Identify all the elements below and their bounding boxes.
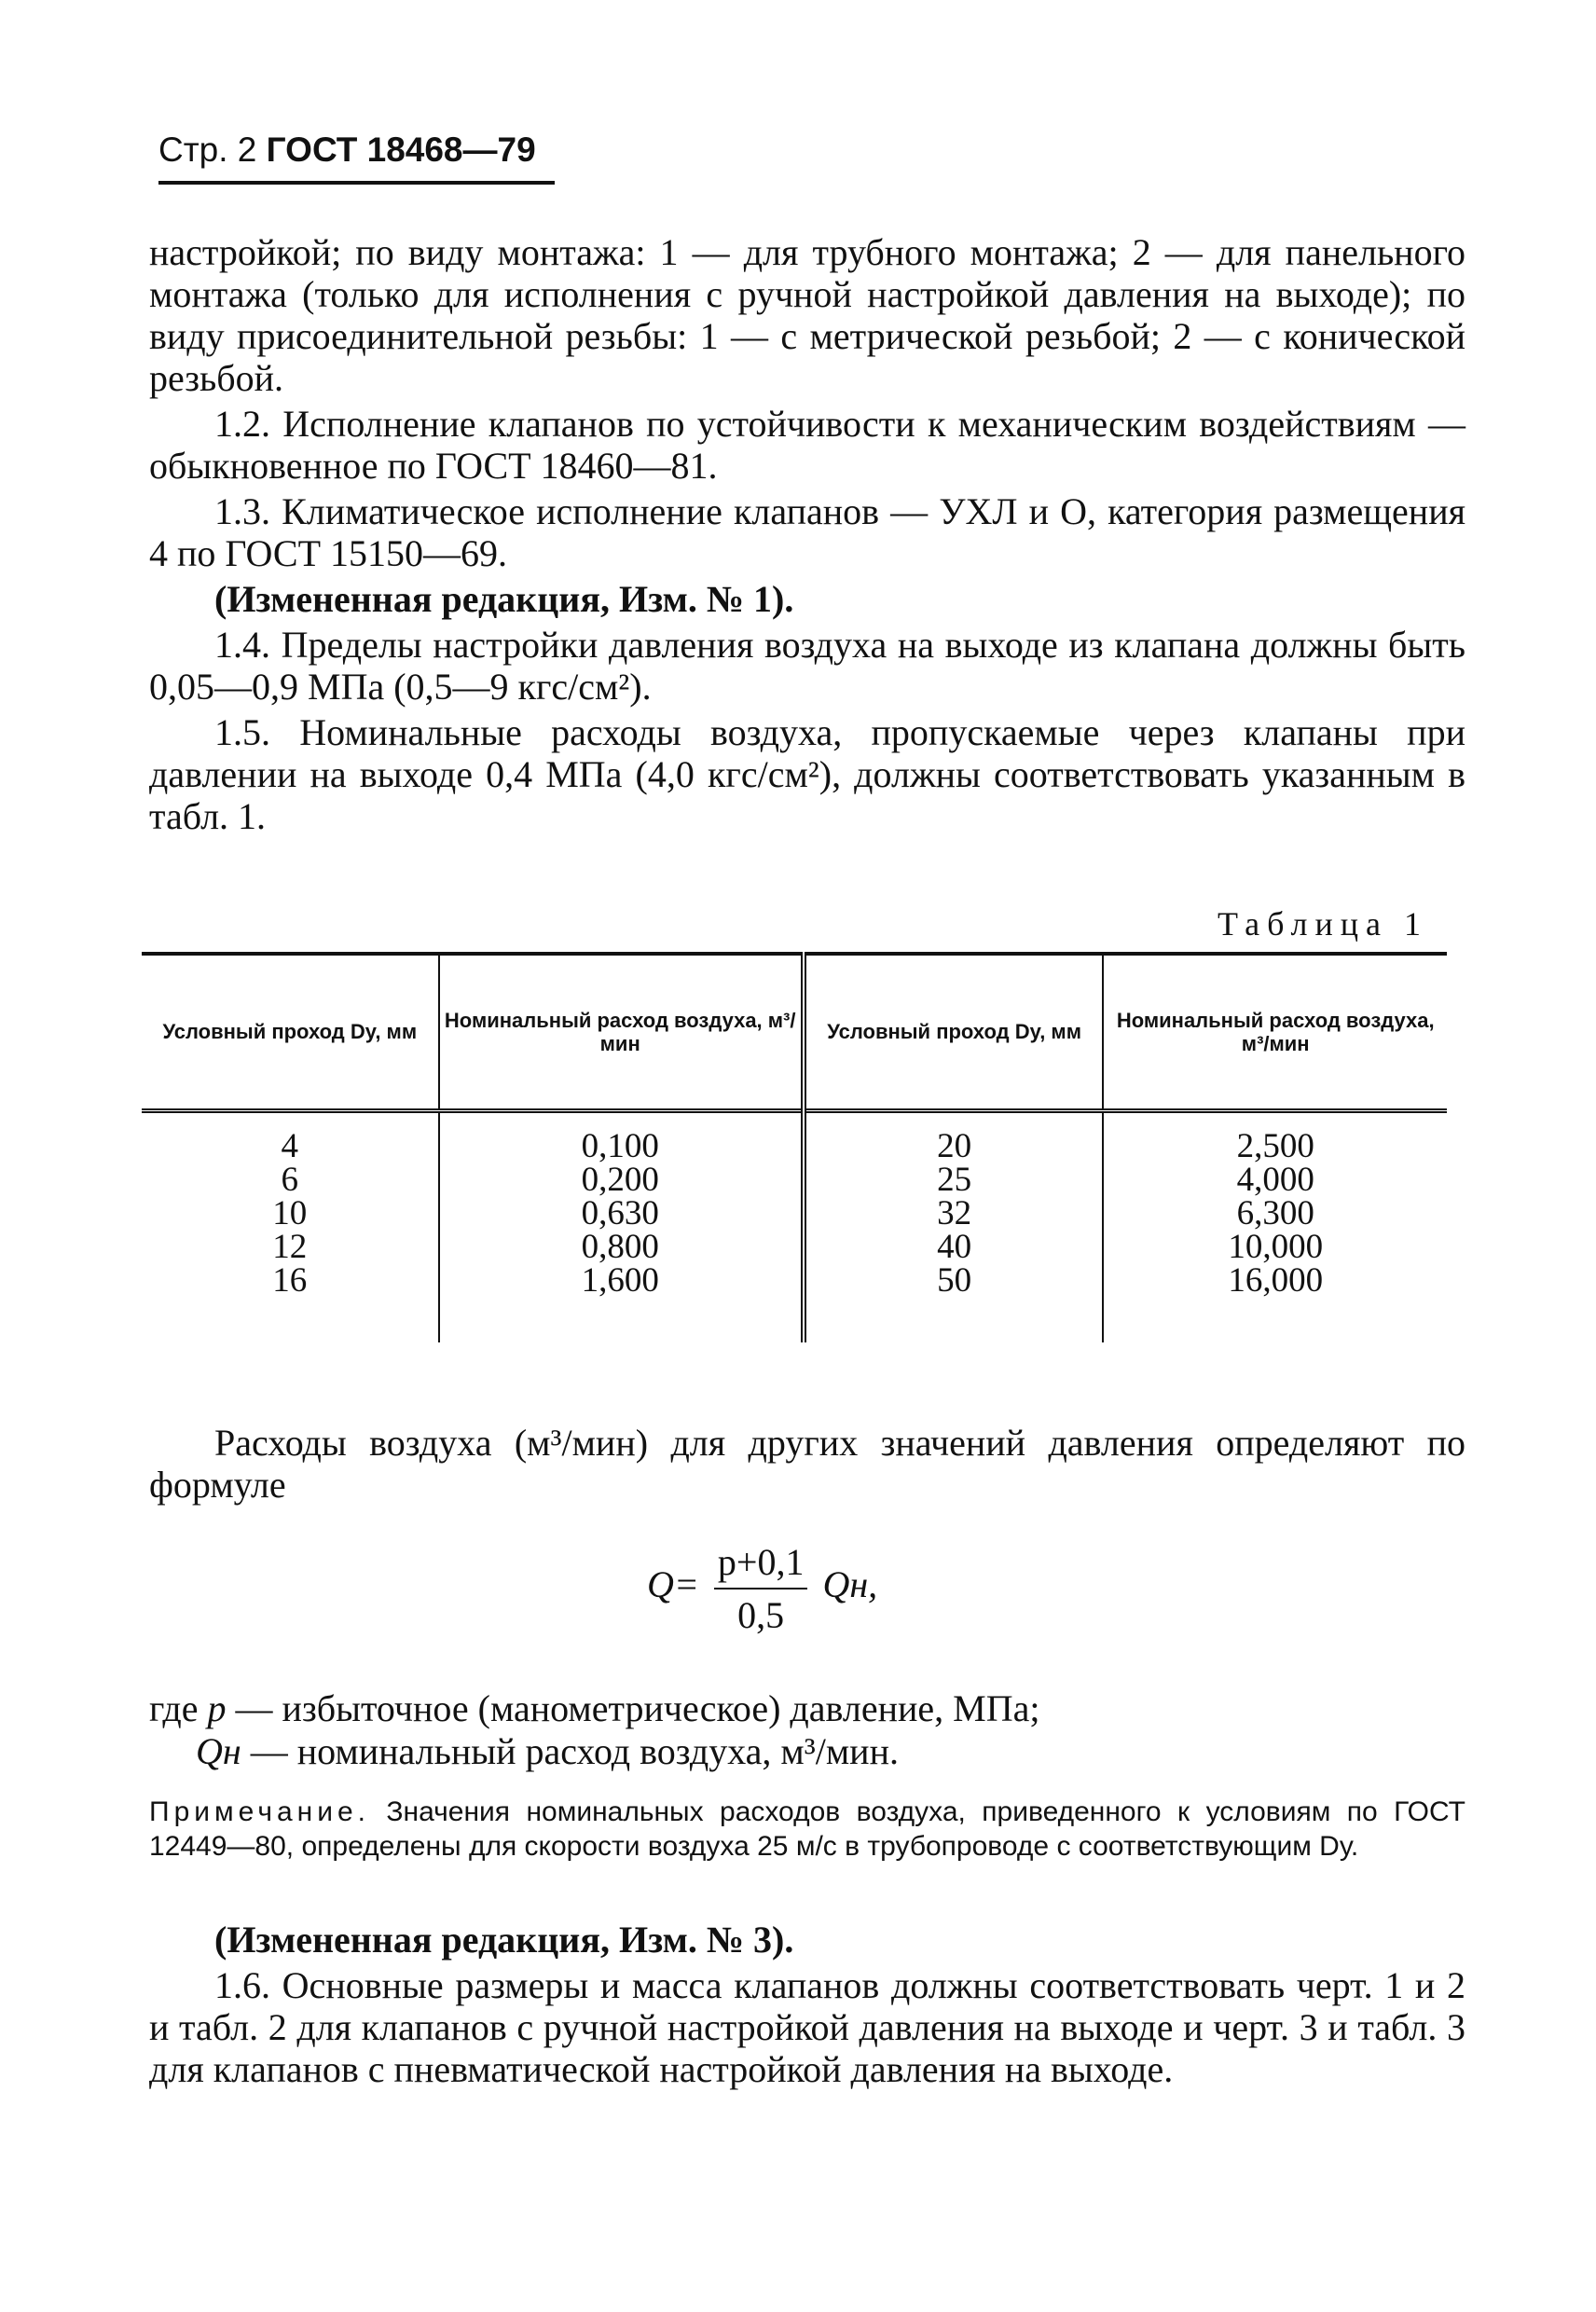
symbol-qn: Qн — [196, 1730, 241, 1772]
page-number: Стр. 2 — [158, 131, 257, 169]
amendment-note-3: (Измененная редакция, Изм. № 3). — [214, 1919, 794, 1961]
amendment-note-1: (Измененная редакция, Изм. № 1). — [214, 578, 794, 620]
standard-number: ГОСТ 18468—79 — [266, 131, 536, 169]
definition-p-text: — избыточное (манометрическое) давление, МПа; — [226, 1687, 1040, 1729]
note-label: Примечание. — [149, 1796, 370, 1827]
header-diameter-2: Условный проход Dу, мм — [804, 954, 1104, 1110]
formula — [647, 1540, 877, 1637]
flow-values-2: 2,500 4,000 6,300 10,000 16,000 — [1228, 1126, 1324, 1300]
diameter-values-2: 20 25 32 40 50 — [804, 1110, 1104, 1342]
header-rule — [158, 181, 555, 185]
body-top — [149, 231, 1465, 837]
table-caption: Таблица 1 — [1218, 905, 1428, 943]
formula-numerator: p+0,1 — [714, 1540, 808, 1590]
formula-rhs: Qн, — [822, 1563, 878, 1606]
formula-definitions — [149, 1687, 1040, 1773]
body-bottom — [149, 1919, 1465, 2090]
header-flow-1: Номинальный расход воздуха, м³/мин — [439, 954, 804, 1110]
header-diameter-1: Условный проход Dу, мм — [142, 954, 439, 1110]
paragraph-1-4: 1.4. Пределы настройки давления воздуха на выходе из клапана должны быть 0,05—0,9 МПа (0,5—9 кгс/см²). — [149, 624, 1465, 708]
formula-denominator: 0,5 — [737, 1594, 785, 1636]
page-header — [158, 131, 536, 170]
table-header-row — [142, 954, 1447, 1110]
symbol-p: p — [207, 1687, 227, 1729]
paragraph-1-3: 1.3. Климатическое исполнение клапанов — УХЛ и О, категория размещения 4 по ГОСТ 15150—69. — [149, 490, 1465, 574]
definition-q-text: — номинальный расход воздуха, м³/мин. — [241, 1730, 899, 1772]
header-flow-2: Номинальный расход воздуха, м³/мин — [1103, 954, 1447, 1110]
paragraph-continuation: настройкой; по виду монтажа: 1 — для трубного монтажа; 2 — для панельного монтажа (только для исполнения с ручной настройкой давления на выходе); по виду присоединительной резьбы: 1 — с метрической резьбой; 2 — с конической резьбой. — [149, 231, 1465, 399]
formula-intro: Расходы воздуха (м³/мин) для других значений давления определяют по формуле — [149, 1422, 1465, 1506]
formula-lhs: Q= — [647, 1563, 699, 1606]
where-prefix: где — [149, 1687, 208, 1729]
diameter-values-1: 4 6 10 12 16 — [142, 1110, 439, 1342]
paragraph-1-5: 1.5. Номинальные расходы воздуха, пропускаемые через клапаны при давлении на выходе 0,4 МПа (4,0 кгс/см²), должны соответствовать указанным в табл. 1. — [149, 711, 1465, 837]
table-note — [149, 1795, 1465, 1864]
definition-q — [149, 1730, 1040, 1773]
flow-table — [142, 952, 1447, 1342]
table-row — [142, 1110, 1447, 1342]
paragraph-1-6: 1.6. Основные размеры и масса клапанов должны соответствовать черт. 1 и 2 и табл. 2 для клапанов с ручной настройкой давления на выходе и черт. 3 и табл. 3 для клапанов с пневматической настройкой давления на выходе. — [149, 1964, 1465, 2090]
paragraph-1-2: 1.2. Исполнение клапанов по устойчивости к механическим воздействиям — обыкновенное по ГОСТ 18460—81. — [149, 403, 1465, 487]
note-text: Значения номинальных расходов воздуха, приведенного к условиям по ГОСТ 12449—80, определены для скорости воздуха 25 м/с в трубопроводе с соответствующим Dу. — [149, 1796, 1465, 1862]
definition-p — [149, 1687, 1040, 1730]
formula-fraction — [714, 1540, 808, 1637]
flow-values-1: 0,100 0,200 0,630 0,800 1,600 — [439, 1110, 804, 1342]
